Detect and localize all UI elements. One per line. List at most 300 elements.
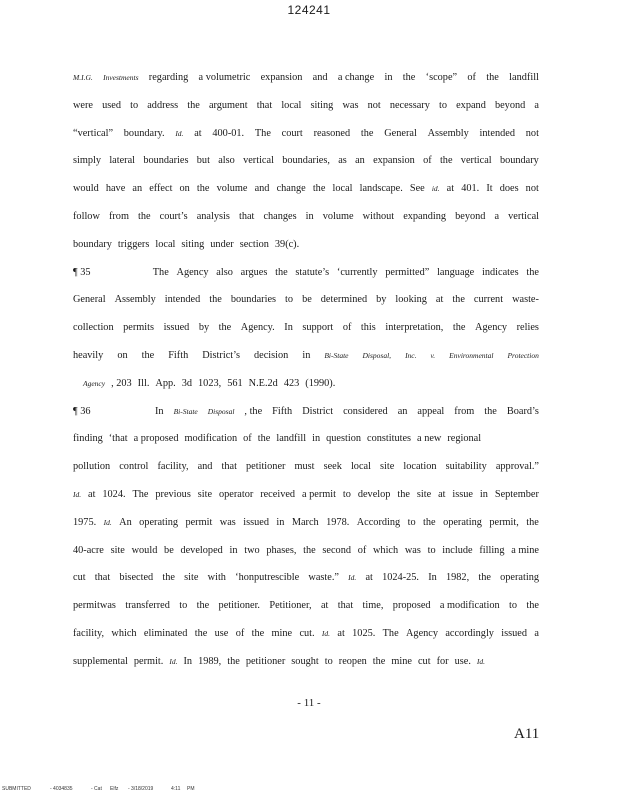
- word: was: [404, 544, 421, 556]
- word: the: [486, 72, 499, 83]
- word: court: [281, 127, 303, 139]
- word: suitability: [445, 461, 487, 473]
- word: permits: [123, 322, 155, 334]
- word: vertical: [460, 155, 492, 167]
- word: at: [337, 627, 345, 639]
- word: be: [302, 294, 312, 306]
- word: volume: [322, 210, 354, 222]
- word: considered: [343, 405, 388, 417]
- word: have: [105, 183, 126, 195]
- word: a modification: [439, 600, 500, 612]
- word: were: [73, 99, 94, 111]
- word: by: [198, 322, 210, 334]
- word: landscape.: [359, 183, 403, 195]
- word: 3d: [181, 377, 193, 389]
- word: expansion: [260, 72, 303, 83]
- word: does: [499, 183, 519, 195]
- word: “vertical”: [73, 127, 114, 139]
- word: id.: [431, 184, 440, 194]
- word: a: [494, 210, 500, 222]
- word: operating: [500, 572, 539, 584]
- word: the: [312, 183, 326, 195]
- word: that: [337, 600, 354, 612]
- word: reasoned: [313, 127, 351, 139]
- word: permit.: [133, 655, 164, 667]
- word: the: [209, 294, 222, 306]
- word: facility,: [157, 461, 189, 473]
- word: previous: [155, 488, 191, 500]
- word: constitutes: [367, 433, 412, 445]
- word: to: [285, 294, 294, 306]
- word: develop: [357, 488, 391, 500]
- word: accordingly: [445, 627, 494, 639]
- word: on: [117, 349, 128, 361]
- word: 1975.: [73, 516, 97, 528]
- stamp-submitted: SUBMITTED: [2, 786, 31, 792]
- word: of: [235, 627, 245, 639]
- word: the: [303, 544, 316, 556]
- word: Fifth: [272, 405, 293, 417]
- text-line: [73, 314, 539, 342]
- word: current: [473, 294, 504, 306]
- word: the: [227, 655, 240, 667]
- word: by: [376, 294, 387, 306]
- word: regarding: [148, 72, 189, 83]
- word: expand: [456, 99, 486, 111]
- word: the: [251, 627, 265, 639]
- word: The: [132, 488, 149, 500]
- text-line: [73, 453, 539, 481]
- word: must: [294, 461, 315, 473]
- word: with: [207, 572, 226, 584]
- word: to: [407, 516, 416, 528]
- word: not: [525, 183, 539, 195]
- word: the: [402, 72, 416, 83]
- word: modification: [184, 433, 238, 445]
- word: of: [423, 155, 432, 167]
- stamp-date: - 3/18/2019: [128, 786, 154, 792]
- word: was: [219, 516, 236, 528]
- word: triggers: [117, 238, 150, 250]
- word: App.: [155, 377, 176, 389]
- stamp-doc-id: - 4034835: [50, 786, 73, 792]
- word: The: [382, 627, 399, 639]
- word: court’s: [159, 210, 188, 222]
- text-line: [73, 398, 539, 426]
- word: Agency.: [240, 322, 275, 334]
- word: phases,: [266, 544, 297, 556]
- word: In: [183, 655, 193, 667]
- text-line: [73, 64, 539, 92]
- word: Agency: [83, 378, 106, 388]
- word: cut: [73, 572, 86, 584]
- word: Investments: [103, 73, 139, 82]
- word: at: [446, 183, 455, 195]
- word: used: [102, 99, 121, 111]
- word: v.: [430, 350, 436, 360]
- word: language: [437, 266, 475, 278]
- word: permit,: [489, 516, 519, 528]
- text-line: [73, 620, 539, 648]
- word: in: [229, 544, 238, 556]
- word: pollution: [73, 461, 111, 473]
- word: not: [525, 127, 539, 139]
- word: permitted”: [385, 266, 430, 278]
- paragraph-number: ¶ 36: [73, 405, 91, 417]
- word: cut: [417, 655, 431, 667]
- word: boundaries: [143, 155, 189, 167]
- document-number: 124241: [287, 3, 331, 17]
- word: time,: [362, 600, 384, 612]
- word: intended: [164, 294, 201, 306]
- word: 39(c).: [274, 238, 300, 250]
- word: at: [320, 600, 329, 612]
- word: simply: [73, 155, 102, 167]
- word: lateral: [109, 155, 136, 167]
- word: beyond: [494, 99, 526, 111]
- word: of: [357, 544, 367, 556]
- word: the: [162, 572, 175, 584]
- word: the: [452, 322, 466, 334]
- word: question: [326, 433, 361, 445]
- word: local: [332, 183, 353, 195]
- word: operator: [218, 488, 254, 500]
- word: interpretation,: [385, 322, 444, 334]
- word: the: [526, 266, 539, 278]
- word: follow: [73, 210, 100, 222]
- word: mine: [391, 655, 412, 667]
- word: relies: [516, 322, 539, 334]
- word: ‘honputrescible: [235, 572, 300, 584]
- word: landfill: [276, 433, 307, 445]
- word: local: [281, 99, 302, 111]
- text-line: [73, 537, 539, 565]
- word: was: [342, 99, 359, 111]
- word: to: [438, 99, 447, 111]
- word: Assembly: [114, 294, 156, 306]
- word: would: [131, 544, 158, 556]
- word: a permit: [301, 488, 336, 500]
- word: which: [372, 544, 399, 556]
- word: to: [179, 600, 188, 612]
- word: the: [275, 266, 288, 278]
- word: in: [312, 433, 321, 445]
- word: determined: [320, 294, 368, 306]
- word: issue: [452, 488, 474, 500]
- word: analysis: [196, 210, 230, 222]
- word: beyond: [455, 210, 486, 222]
- word: issued: [243, 516, 269, 528]
- stamp-filer: Elfz: [110, 786, 119, 792]
- word: use.: [454, 655, 471, 667]
- word: N.E.2d: [248, 377, 278, 389]
- text-line: [73, 481, 539, 509]
- word: March: [291, 516, 319, 528]
- word: site: [380, 461, 395, 473]
- word: Id.: [175, 128, 184, 138]
- word: petitioner.: [218, 600, 261, 612]
- word: waste-: [512, 294, 539, 306]
- word: be: [164, 544, 174, 556]
- word: use: [214, 627, 229, 639]
- word: District: [302, 405, 334, 417]
- word: the: [196, 600, 210, 612]
- word: the: [526, 516, 539, 528]
- word: siting: [310, 99, 334, 111]
- word: expansion: [373, 155, 415, 167]
- word: section: [239, 238, 269, 250]
- word: to: [130, 99, 139, 111]
- word: at: [88, 488, 96, 500]
- word: and: [197, 461, 213, 473]
- word: received: [260, 488, 296, 500]
- word: which: [111, 627, 137, 639]
- word: District’s: [202, 349, 240, 361]
- word: 401.: [461, 183, 480, 195]
- word: but: [196, 155, 210, 167]
- word: and: [312, 72, 328, 83]
- word: at: [438, 488, 446, 500]
- word: boundary.: [123, 127, 165, 139]
- word: bisected: [119, 572, 154, 584]
- word: not: [367, 99, 381, 111]
- word: looking: [395, 294, 427, 306]
- word: an: [355, 155, 365, 167]
- word: the: [218, 322, 232, 334]
- word: landfill: [509, 72, 539, 83]
- word: a volumetric: [198, 72, 251, 83]
- word: the: [452, 294, 465, 306]
- word: an: [132, 183, 143, 195]
- word: Id.: [348, 573, 357, 583]
- word: M.I.G.: [73, 73, 93, 82]
- word: appeal: [417, 405, 445, 417]
- exhibit-label: A11: [514, 726, 540, 742]
- word: local: [155, 238, 176, 250]
- word: ‘currently: [336, 266, 378, 278]
- word: a: [534, 99, 539, 111]
- word: Id.: [103, 517, 112, 527]
- word: See: [409, 183, 425, 195]
- word: to: [509, 600, 518, 612]
- word: Ill.: [137, 377, 150, 389]
- word: the: [372, 655, 386, 667]
- word: under: [210, 238, 234, 250]
- word: Petitioner,: [269, 600, 312, 612]
- text-line: [73, 342, 539, 370]
- word: 1982,: [445, 572, 470, 584]
- word: to: [324, 655, 333, 667]
- word: at: [435, 294, 444, 306]
- word: operating: [443, 516, 482, 528]
- word: the: [484, 405, 497, 417]
- word: vertical: [243, 155, 274, 167]
- word: control: [119, 461, 149, 473]
- paragraph-number: ¶ 35: [73, 266, 91, 278]
- word: boundaries,: [282, 155, 330, 167]
- word: In: [155, 405, 164, 417]
- word: Assembly: [427, 127, 469, 139]
- text-line: [73, 648, 539, 676]
- opinion-body: [73, 64, 539, 676]
- word: of: [467, 72, 476, 83]
- word: that: [94, 572, 111, 584]
- word: this: [360, 322, 376, 334]
- word: in: [479, 488, 488, 500]
- word: the: [141, 349, 155, 361]
- word: a change: [337, 72, 375, 83]
- word: Id.: [169, 656, 178, 666]
- word: that: [238, 210, 255, 222]
- word: petitioner: [246, 461, 286, 473]
- text-line: [73, 203, 539, 231]
- word: cut.: [299, 627, 315, 639]
- word: Id.: [73, 489, 82, 499]
- word: a proposed: [133, 433, 179, 445]
- word: from: [454, 405, 475, 417]
- word: According: [356, 516, 401, 528]
- word: the: [478, 572, 491, 584]
- word: 1023,: [198, 377, 222, 389]
- word: support: [302, 322, 334, 334]
- word: location: [403, 461, 437, 473]
- word: issued: [501, 627, 528, 639]
- page-number: - 11 -: [297, 697, 321, 709]
- word: mine: [271, 627, 293, 639]
- word: In: [284, 322, 293, 334]
- word: in: [384, 72, 393, 83]
- word: the: [397, 488, 410, 500]
- word: operating: [139, 516, 179, 528]
- word: the: [439, 155, 453, 167]
- word: as: [338, 155, 347, 167]
- word: transferred: [125, 600, 170, 612]
- word: expanding: [403, 210, 447, 222]
- word: approval.”: [495, 461, 539, 473]
- word: that: [221, 461, 237, 473]
- word: Environmental: [449, 350, 494, 360]
- word: Agency: [405, 627, 439, 639]
- word: seek: [323, 461, 342, 473]
- word: siting: [181, 238, 205, 250]
- word: In: [428, 572, 437, 584]
- word: permit: [185, 516, 213, 528]
- word: on: [179, 183, 190, 195]
- word: issued: [163, 322, 190, 334]
- word: effect: [149, 183, 173, 195]
- word: Board’s: [506, 405, 539, 417]
- word: ‘scope”: [425, 72, 458, 83]
- word: two: [244, 544, 260, 556]
- word: facility,: [73, 627, 105, 639]
- word: the: [423, 516, 436, 528]
- word: the: [187, 99, 200, 111]
- word: proposed: [392, 600, 431, 612]
- word: 40-acre: [73, 544, 104, 556]
- word: Agency: [475, 322, 508, 334]
- word: vertical: [508, 210, 539, 222]
- word: necessary: [389, 99, 430, 111]
- word: It: [486, 183, 493, 195]
- word: Disposal,: [362, 350, 392, 360]
- word: of: [342, 322, 352, 334]
- word: the: [196, 183, 210, 195]
- word: statute’s: [295, 266, 330, 278]
- word: boundaries: [230, 294, 277, 306]
- word: Bi-State: [173, 406, 198, 416]
- word: sought: [291, 655, 319, 667]
- word: second: [322, 544, 351, 556]
- word: in: [305, 210, 314, 222]
- text-line: [73, 92, 539, 120]
- word: Fifth: [168, 349, 189, 361]
- word: 1989,: [198, 655, 222, 667]
- word: 1024-25.: [382, 572, 420, 584]
- word: Agency: [176, 266, 209, 278]
- word: the: [194, 627, 208, 639]
- word: and: [254, 183, 270, 195]
- text-line: [73, 147, 539, 175]
- word: heavily: [73, 349, 104, 361]
- word: also: [218, 155, 235, 167]
- word: filling: [479, 544, 505, 556]
- text-line: [73, 564, 539, 592]
- word: intended: [479, 127, 516, 139]
- word: at: [194, 127, 202, 139]
- word: September: [494, 488, 539, 500]
- word: (1990).: [305, 377, 336, 389]
- word: developed: [180, 544, 223, 556]
- word: Bi-State: [324, 350, 349, 360]
- word: a new: [417, 433, 442, 445]
- word: Protection: [507, 350, 539, 360]
- word: site: [197, 488, 213, 500]
- word: 1025.: [352, 627, 376, 639]
- word: site: [416, 488, 432, 500]
- word: The: [254, 127, 271, 139]
- text-line: [73, 175, 539, 203]
- word: 1978.: [326, 516, 350, 528]
- submission-stamp: [0, 786, 618, 796]
- word: argument: [208, 99, 248, 111]
- word: The: [152, 266, 169, 278]
- word: General: [73, 294, 106, 306]
- word: site: [184, 572, 199, 584]
- word: regional: [447, 433, 482, 445]
- text-line: [73, 592, 539, 620]
- word: An: [119, 516, 132, 528]
- word: eliminated: [143, 627, 188, 639]
- word: 400-01.: [212, 127, 245, 139]
- text-line: [73, 509, 539, 537]
- word: 1024.: [102, 488, 126, 500]
- word: a mine: [511, 544, 539, 556]
- word: for: [436, 655, 449, 667]
- word: waste.”: [308, 572, 339, 584]
- word: collection: [73, 322, 114, 334]
- word: Inc.: [405, 350, 417, 360]
- stamp-time: 4:11: [171, 786, 181, 792]
- text-line: [73, 259, 539, 287]
- word: the: [257, 433, 271, 445]
- word: , the: [244, 405, 263, 417]
- word: that: [256, 99, 273, 111]
- word: from: [108, 210, 129, 222]
- word: in: [276, 516, 285, 528]
- word: the: [360, 127, 374, 139]
- word: permitwas: [73, 600, 116, 612]
- stamp-ampm: PM: [187, 786, 195, 792]
